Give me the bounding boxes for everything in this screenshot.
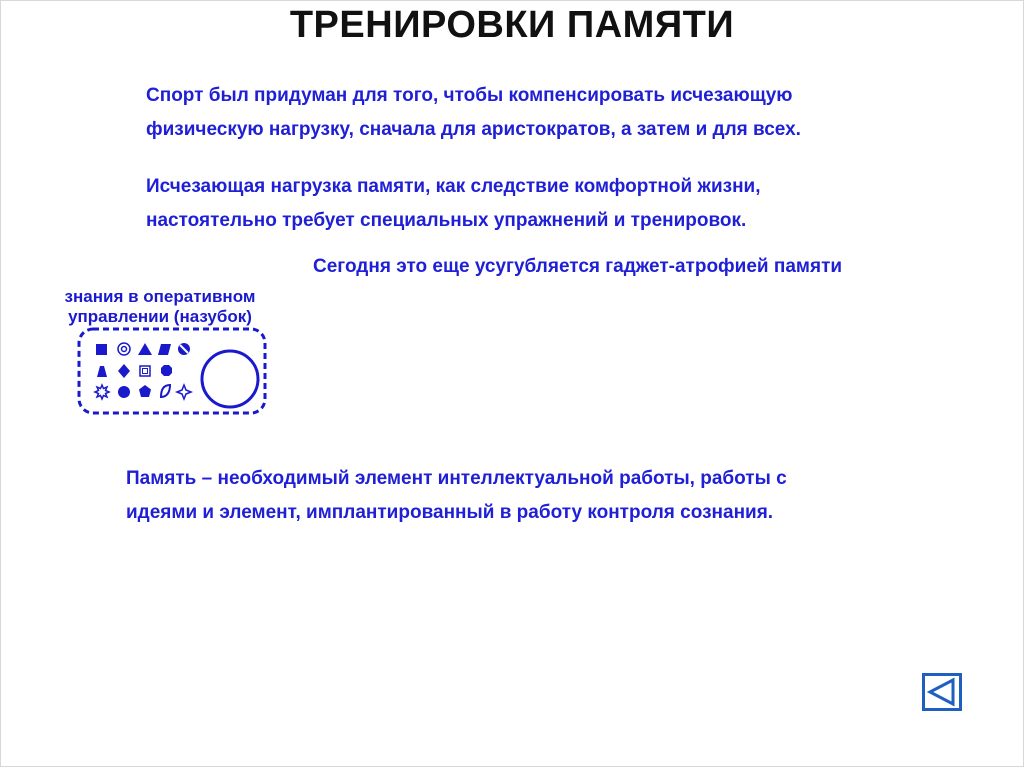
paragraph-line: идеями и элемент, имплантированный в работу контроля сознания. <box>126 502 774 523</box>
paragraph-memory-element <box>126 462 787 530</box>
diagram-label-line: управлении (назубок) <box>68 307 252 326</box>
paragraph-line: Сегодня это еще усугубляется гаджет-атрофией памяти <box>313 256 843 277</box>
square-shape-icon <box>96 344 107 355</box>
paragraph-memory-load <box>146 170 761 238</box>
triangle-shape-icon <box>138 343 152 355</box>
slide-title: ТРЕНИРОВКИ ПАМЯТИ <box>289 4 735 46</box>
hollow-star-icon <box>177 385 191 399</box>
crescent-moon-icon <box>180 364 187 378</box>
diamond-shape-icon <box>118 364 130 378</box>
parallelogram-shape-icon <box>158 344 171 355</box>
octagon-shape-icon <box>161 365 172 376</box>
concentric-circle-icon <box>118 343 130 355</box>
back-navigation-button[interactable] <box>922 673 962 711</box>
paragraph-line: физическую нагрузку, сначала для аристократов, а затем и для всех. <box>146 119 801 140</box>
hollow-square-icon <box>140 366 150 376</box>
circle-shape-icon <box>118 386 130 398</box>
leaf-shape-icon <box>161 385 170 397</box>
no-entry-icon <box>178 343 190 355</box>
paragraph-line: Память – необходимый элемент интеллектуальной работы, работы с <box>126 468 787 489</box>
back-triangle-icon <box>922 673 962 711</box>
pentagon-shape-icon <box>139 385 151 397</box>
working-memory-diagram <box>70 325 280 417</box>
paragraph-sport <box>146 79 801 147</box>
diagram-label <box>0 287 320 327</box>
focus-circle <box>202 351 258 407</box>
paragraph-line: Исчезающая нагрузка памяти, как следствие комфортной жизни, <box>146 176 761 197</box>
paragraph-line: настоятельно требует специальных упражнений и тренировок. <box>146 210 747 231</box>
trapezoid-shape-icon <box>97 366 107 377</box>
diagram-label-line: знания в оперативном <box>64 287 256 306</box>
paragraph-gadget-atrophy <box>313 250 842 284</box>
sun-burst-icon <box>95 385 109 399</box>
paragraph-line: Спорт был придуман для того, чтобы компенсировать исчезающую <box>146 85 793 106</box>
